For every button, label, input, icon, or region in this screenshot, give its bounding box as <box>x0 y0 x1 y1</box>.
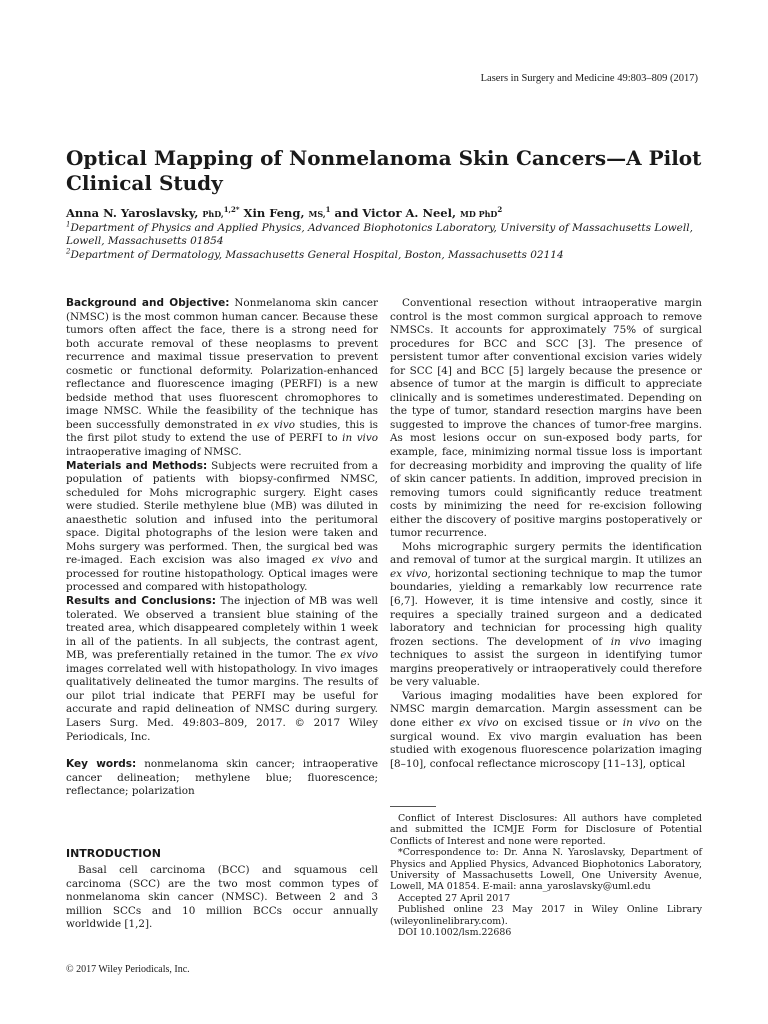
body-em: in vivo <box>622 716 661 729</box>
body-em: ex vivo <box>459 716 499 729</box>
body-text: Various imaging modalities have been explored for NMSC margin demarcation. Margin assessment can be done either <box>390 689 702 729</box>
affiliation-2-sup: 2 <box>66 247 71 255</box>
right-column <box>390 297 702 771</box>
footnote-rule <box>390 806 436 807</box>
affiliation-1-text: Department of Physics and Applied Physics, Advanced Biophotonics Laboratory, University of Massachusetts Lowell, Lowell, Massachusetts 01854 <box>66 221 693 247</box>
body-paragraph-3 <box>390 690 702 771</box>
copyright-footer: © 2017 Wiley Periodicals, Inc. <box>66 964 190 975</box>
affiliation-1 <box>66 222 706 249</box>
left-column <box>66 297 378 932</box>
keywords-text: nonmelanoma skin cancer; intraoperative cancer delineation; methylene blue; fluorescence; reflectance; polarization <box>66 758 378 798</box>
body-paragraph-2 <box>390 541 702 690</box>
affiliation-2 <box>66 249 706 263</box>
body-text: Mohs micrographic surgery permits the identification and removal of tumor at the surgical margin. It utilizes an <box>390 540 702 567</box>
abstract-results <box>66 595 378 744</box>
keywords <box>66 758 378 799</box>
author-2-degree: MS, <box>308 209 326 219</box>
author-2-sup: 1 <box>325 205 331 215</box>
introduction-paragraph: Basal cell carcinoma (BCC) and squamous cell carcinoma (SCC) are the two most common types of nonmelanoma skin cancer (NMSC). Between 2 and 3 million SCCs and 10 million BCCs occur annually worldwide [1,2]. <box>66 864 378 931</box>
author-1: Anna N. Yaroslavsky, <box>66 206 199 220</box>
correspondence-note: *Correspondence to: Dr. Anna N. Yaroslavsky, Department of Physics and Applied Physics, Advanced Biophotonics Laboratory, University of Massachusetts Lowell, One University Avenue, Lowell, MA 01854. E-mail: anna_yaroslavsky@uml.edu <box>390 847 702 893</box>
doi: DOI 10.1002/lsm.22686 <box>398 927 512 939</box>
body-text: on the surgical wound. Ex vivo margin evaluation has been studied with exogenous fluorescence polarization imaging [8–10], confocal reflectance microscopy [11–13], optical <box>390 716 702 770</box>
introduction-heading: INTRODUCTION <box>66 846 161 860</box>
author-3-degree: MD PhD <box>459 209 498 219</box>
abstract-text: Nonmelanoma skin cancer (NMSC) is the most common human cancer. Because these tumors often affect the face, there is a strong need for both accurate removal of these neoplasms to prevent recurrence and maximal tissue preservation to prevent cosmetic or functional deformity. Polarization-enhanced reflectance and fluorescence imaging (PERFI) is a new bedside method that uses fluorescent chromophores to image NMSC. While the feasibility of the technique has been successfully demonstrated in <box>66 297 378 431</box>
affiliation-1-sup: 1 <box>66 220 71 228</box>
article-title: Optical Mapping of Nonmelanoma Skin Cancers—A Pilot Clinical Study <box>66 146 702 195</box>
abstract-text: and processed for routine histopathology. Optical images were processed and compared with histopathology. <box>66 554 379 594</box>
body-paragraph-1: Conventional resection without intraoperative margin control is the most common surgical approach to remove NMSCs. It accounts for approximately 75% of surgical procedures for BCC and SCC [3]. The presence of persistent tumor after conventional excision varies widely for SCC [4] and BCC [5] largely because the presence or absence of tumor at the margin is difficult to appreciate clinically and is sometimes underestimated. Depending on the type of tumor, standard resection margins have been suggested to improve the chances of tumor-free margins. As most lesions occur on sun-exposed body parts, for example, face, minimizing normal tissue loss is important for decreasing morbidity and improving the quality of life of skin cancer patients. In addition, improved precision in removing tumors could significantly reduce treatment costs by minimizing the need for re-excision following either the discovery of positive margins postoperatively or tumor recurrence. <box>390 297 702 540</box>
author-3-sup: 2 <box>497 205 503 215</box>
abstract-background <box>66 297 378 460</box>
abstract-results-label: Results and Conclusions: <box>66 595 216 608</box>
author-1-sup: 1,2* <box>223 205 240 215</box>
abstract-text: images correlated well with histopathology. In vivo images qualitatively delineated the tumor margins. The results of our pilot trial indicate that PERFI may be useful for accurate and rapid delineation of NMSC during surgery. Lasers Surg. Med. 49:803–809, 2017. © 2017 Wiley Periodicals, Inc. <box>66 662 378 743</box>
abstract-text: studies, this is the first pilot study to extend the use of PERFI to <box>66 418 378 445</box>
published-date: Published online 23 May 2017 in Wiley Online Library (wileyonlinelibrary.com). <box>390 904 702 927</box>
abstract-em: ex vivo <box>340 649 378 662</box>
body-text: on excised tissue or <box>498 716 623 729</box>
body-em: in vivo <box>610 635 651 648</box>
keywords-label: Key words: <box>66 758 137 771</box>
abstract-text: Subjects were recruited from a population of patients with biopsy-confirmed NMSC, scheduled for Mohs micrographic surgery. Eight cases were studied. Sterile methylene blue (MB) was diluted in anaesthetic solution and infused into the peritumoral space. Digital photographs of the lesion were taken and Mohs surgery was performed. Then, the surgical bed was re-imaged. Each excision was also imaged <box>66 459 378 567</box>
abstract-methods <box>66 460 378 595</box>
abstract-methods-label: Materials and Methods: <box>66 459 208 472</box>
body-em: ex vivo <box>390 567 428 580</box>
author-1-degree: PhD, <box>202 209 224 219</box>
author-3: and Victor A. Neel, <box>334 206 456 220</box>
affiliation-2-text: Department of Dermatology, Massachusetts General Hospital, Boston, Massachusetts 02114 <box>70 248 564 261</box>
author-2: Xin Feng, <box>243 206 305 220</box>
author-names <box>66 207 706 222</box>
footnotes <box>390 813 702 938</box>
author-block <box>66 207 706 262</box>
abstract-em: in vivo <box>342 432 379 445</box>
conflict-disclosure: Conflict of Interest Disclosures: All authors have completed and submitted the ICMJE Form for Disclosure of Potential Conflicts of Interest and none were reported. <box>390 813 702 847</box>
accepted-date: Accepted 27 April 2017 <box>398 892 511 904</box>
body-text: , horizontal sectioning technique to map the tumor boundaries, yielding a remarkably low recurrence rate [6,7]. However, it is time intensive and costly, since it requires a specially trained surgeon and a dedicated laboratory and technician for processing high quality frozen sections. The development of <box>390 567 703 648</box>
abstract-em: ex vivo <box>256 418 295 431</box>
body-text: imaging techniques to assist the surgeon in identifying tumor margins preoperatively or intraoperatively could therefore be very valuable. <box>390 635 702 689</box>
abstract-text: The injection of MB was well tolerated. We observed a transient blue staining of the treated area, which disappeared completely within 1 week in all of the patients. In all subjects, the contrast agent, MB, was preferentially retained in the tumor. The <box>66 595 378 662</box>
abstract-background-label: Background and Objective: <box>66 297 230 309</box>
journal-citation: Lasers in Surgery and Medicine 49:803–809 (2017) <box>480 73 698 84</box>
abstract-em: ex vivo <box>311 554 352 567</box>
abstract-text: intraoperative imaging of NMSC. <box>66 446 242 459</box>
